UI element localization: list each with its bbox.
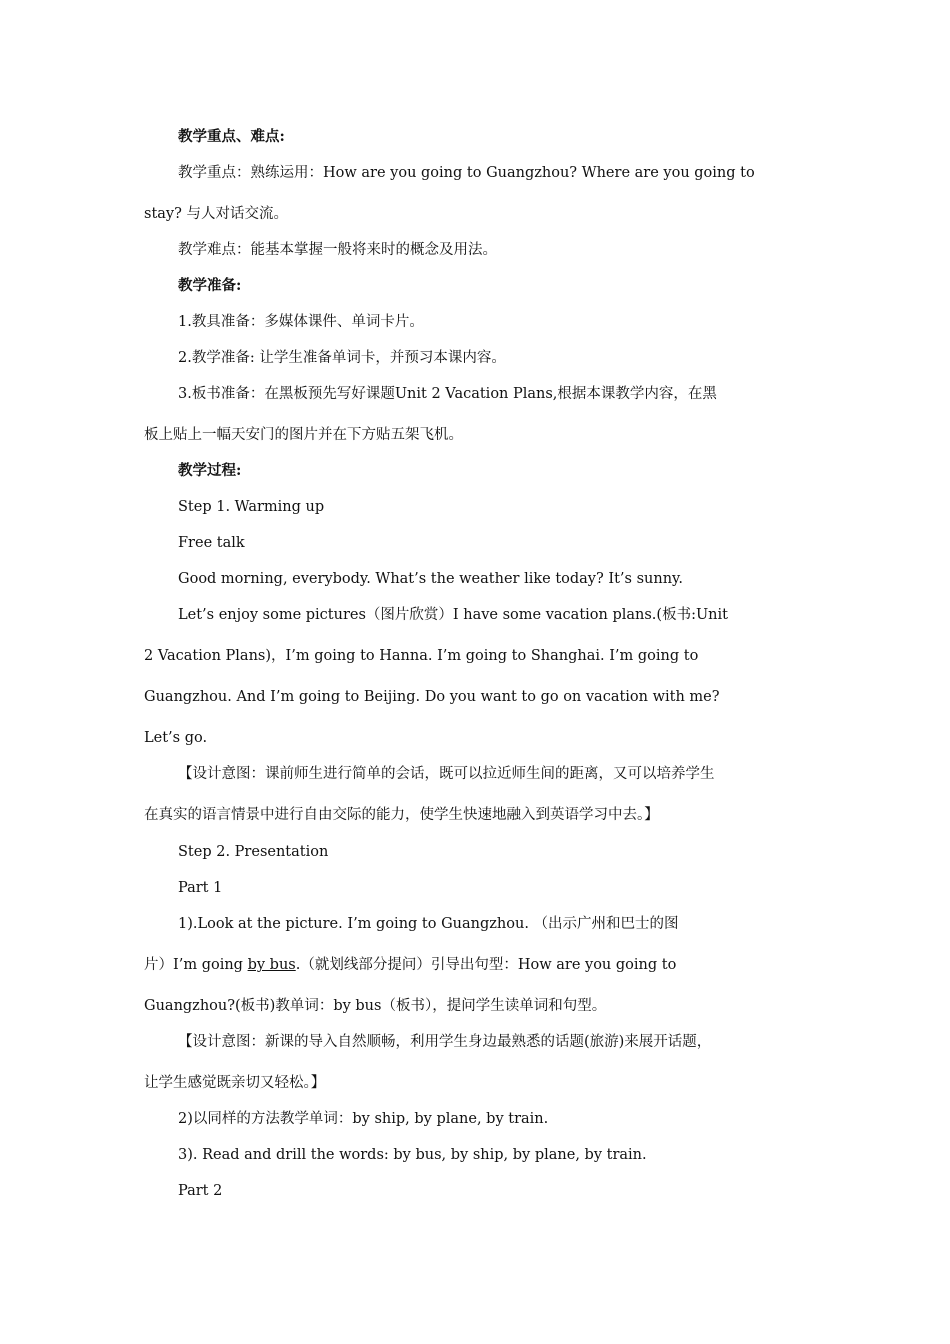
part1-item-1-line-2 — [144, 955, 676, 975]
key-points-heading: 教学重点、难点: — [178, 128, 285, 145]
part1-item-1-line-1: 1).Look at the picture. I’m going to Guangzhou. （出示广州和巴士的图 — [178, 916, 679, 932]
line-text-b: .（就划线部分提问）引导出句型：How are you going to — [295, 957, 677, 973]
part1-heading: Part 1 — [178, 880, 223, 896]
pictures-line-1: Let’s enjoy some pictures（图片欣赏）I have some vacation plans.(板书:Unit — [178, 607, 728, 623]
process-heading: 教学过程: — [178, 462, 242, 479]
preparation-heading: 教学准备: — [178, 277, 242, 294]
preparation-item-2: 2.教学准备: 让学生准备单词卡，并预习本课内容。 — [178, 350, 506, 366]
focus-line-2: stay? 与人对话交流。 — [144, 206, 288, 222]
part1-item-1-line-3: Guangzhou?(板书)教单词：by bus（板书），提问学生读单词和句型。 — [144, 998, 607, 1014]
pictures-line-3: Guangzhou. And I’m going to Beijing. Do you want to go on vacation with me? — [144, 689, 720, 705]
step2-title: Step 2. Presentation — [178, 844, 329, 860]
focus-line-1: 教学重点：熟练运用：How are you going to Guangzhou? Where are you going to — [178, 165, 755, 181]
preparation-item-3-line-2: 板上贴上一幅天安门的图片并在下方贴五架飞机。 — [144, 427, 463, 443]
design-note-1-line-1: 【设计意图：课前师生进行简单的会话，既可以拉近师生间的距离，又可以培养学生 — [178, 766, 715, 782]
difficulty-line: 教学难点：能基本掌握一般将来时的概念及用法。 — [178, 242, 497, 258]
preparation-item-1: 1.教具准备：多媒体课件、单词卡片。 — [178, 314, 424, 330]
line-text-a: 片）I’m going — [144, 957, 248, 973]
design-note-2-line-1: 【设计意图：新课的导入自然顺畅，利用学生身边最熟悉的话题(旅游)来展开话题， — [178, 1034, 712, 1050]
greeting-line: Good morning, everybody. What’s the weather like today? It’s sunny. — [178, 571, 683, 587]
pictures-line-4: Let’s go. — [144, 730, 208, 746]
pictures-line-2: 2 Vacation Plans)，I’m going to Hanna. I’m going to Shanghai. I’m going to — [144, 648, 699, 664]
design-note-1-line-2: 在真实的语言情景中进行自由交际的能力，使学生快速地融入到英语学习中去。】 — [144, 807, 659, 823]
part1-item-2: 2)以同样的方法教学单词：by ship, by plane, by train. — [178, 1111, 549, 1127]
part2-heading: Part 2 — [178, 1183, 223, 1199]
part1-item-3: 3). Read and drill the words: by bus, by ship, by plane, by train. — [178, 1147, 647, 1163]
preparation-item-3-line-1: 3.板书准备：在黑板预先写好课题Unit 2 Vacation Plans,根据本课教学内容，在黑 — [178, 386, 717, 402]
underlined-phrase: by bus — [247, 957, 296, 973]
design-note-2-line-2: 让学生感觉既亲切又轻松。】 — [144, 1075, 326, 1091]
free-talk: Free talk — [178, 535, 245, 551]
step1-title: Step 1. Warming up — [178, 499, 325, 515]
